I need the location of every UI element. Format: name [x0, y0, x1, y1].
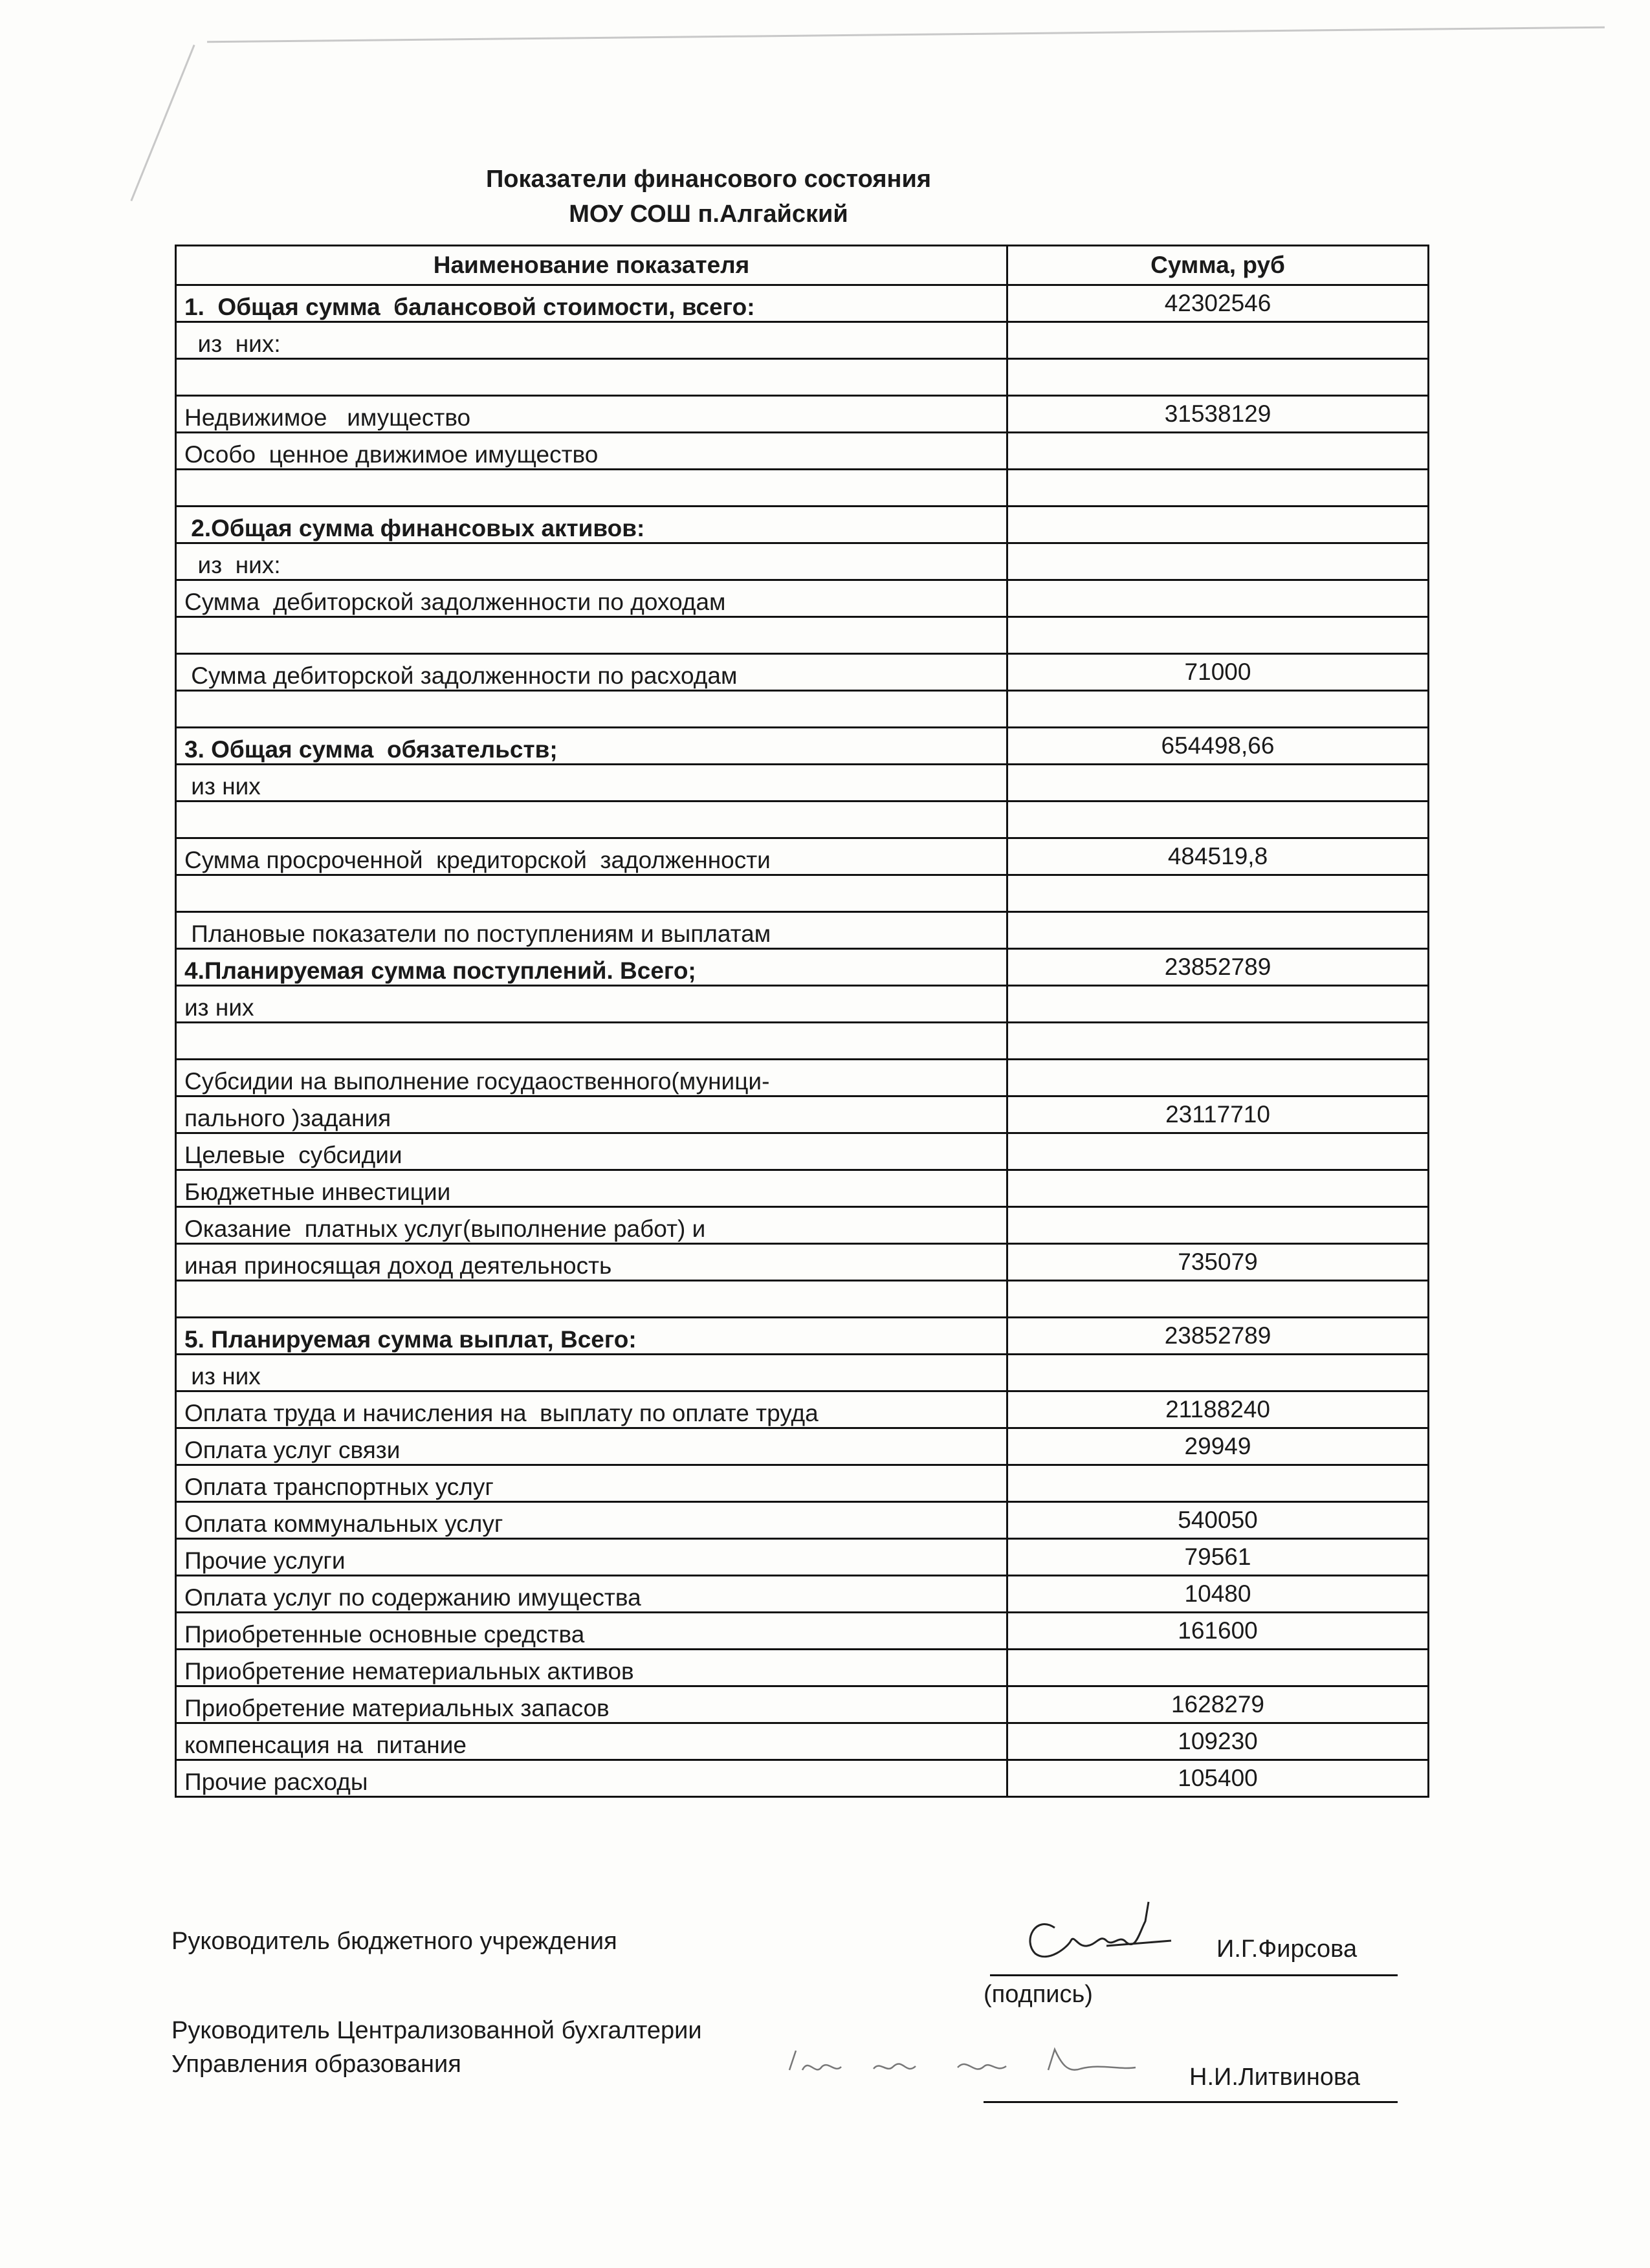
- table-row: [176, 1465, 1429, 1502]
- table-row: [176, 1207, 1429, 1244]
- amount-cell: [1007, 1281, 1429, 1318]
- table-row: [176, 912, 1429, 949]
- table-row: [176, 1170, 1429, 1207]
- head-signature-line: [990, 1974, 1398, 1976]
- financial-indicators-table: [175, 245, 1429, 1798]
- accounting-title-line1: Руководитель Централизованной бухгалтерии: [171, 2017, 702, 2044]
- header-amount: Сумма, руб: [1007, 246, 1429, 285]
- table-row: [176, 765, 1429, 801]
- indicator-name-cell: иная приносящая доход деятельность: [176, 1244, 1007, 1281]
- amount-cell: [1007, 765, 1429, 801]
- amount-cell: [1007, 1650, 1429, 1686]
- indicator-name-cell: [176, 1281, 1007, 1318]
- table-row: [176, 949, 1429, 986]
- table-row: [176, 359, 1429, 396]
- indicator-name-cell: Целевые субсидии: [176, 1133, 1007, 1170]
- table-row: [176, 654, 1429, 691]
- amount-cell: 29949: [1007, 1428, 1429, 1465]
- table-row: [176, 322, 1429, 359]
- indicator-name-cell: Особо ценное движимое имущество: [176, 433, 1007, 470]
- amount-cell: 71000: [1007, 654, 1429, 691]
- indicator-name-cell: [176, 470, 1007, 507]
- table-row: [176, 1686, 1429, 1723]
- header-indicator-name: Наименование показателя: [176, 246, 1007, 285]
- amount-cell: [1007, 691, 1429, 728]
- accounting-signature-scribble: [776, 2038, 1139, 2089]
- table-row: [176, 1244, 1429, 1281]
- amount-cell: [1007, 1023, 1429, 1060]
- amount-cell: 42302546: [1007, 285, 1429, 322]
- indicator-name-cell: Сумма дебиторской задолженности по доходам: [176, 580, 1007, 617]
- table-row: [176, 691, 1429, 728]
- table-row: [176, 396, 1429, 433]
- amount-cell: [1007, 1060, 1429, 1096]
- table-row: [176, 1576, 1429, 1613]
- amount-cell: [1007, 986, 1429, 1023]
- amount-cell: 109230: [1007, 1723, 1429, 1760]
- table-row: [176, 1281, 1429, 1318]
- amount-cell: 23852789: [1007, 949, 1429, 986]
- indicator-name-cell: 1. Общая сумма балансовой стоимости, всего:: [176, 285, 1007, 322]
- amount-cell: [1007, 912, 1429, 949]
- amount-cell: [1007, 1133, 1429, 1170]
- indicator-name-cell: из них: [176, 986, 1007, 1023]
- indicator-name-cell: 4.Планируемая сумма поступлений. Всего;: [176, 949, 1007, 986]
- table-row: [176, 1539, 1429, 1576]
- indicator-name-cell: Сумма дебиторской задолженности по расходам: [176, 654, 1007, 691]
- table-row: [176, 1391, 1429, 1428]
- indicator-name-cell: Оказание платных услуг(выполнение работ) и: [176, 1207, 1007, 1244]
- indicator-name-cell: [176, 1023, 1007, 1060]
- table-row: [176, 801, 1429, 838]
- indicator-name-cell: из них: [176, 765, 1007, 801]
- table-row: [176, 543, 1429, 580]
- amount-cell: [1007, 617, 1429, 654]
- table-row: [176, 1133, 1429, 1170]
- indicator-name-cell: Недвижимое имущество: [176, 396, 1007, 433]
- indicator-name-cell: Оплата услуг по содержанию имущества: [176, 1576, 1007, 1613]
- amount-cell: 23117710: [1007, 1096, 1429, 1133]
- amount-cell: 105400: [1007, 1760, 1429, 1797]
- amount-cell: [1007, 875, 1429, 912]
- table-row: [176, 285, 1429, 322]
- amount-cell: 654498,66: [1007, 728, 1429, 765]
- amount-cell: 161600: [1007, 1613, 1429, 1650]
- indicator-name-cell: [176, 875, 1007, 912]
- indicator-name-cell: Плановые показатели по поступлениям и выплатам: [176, 912, 1007, 949]
- indicator-name-cell: Оплата труда и начисления на выплату по оплате труда: [176, 1391, 1007, 1428]
- amount-cell: 23852789: [1007, 1318, 1429, 1355]
- amount-cell: 21188240: [1007, 1391, 1429, 1428]
- indicator-name-cell: Оплата услуг связи: [176, 1428, 1007, 1465]
- amount-cell: [1007, 1465, 1429, 1502]
- amount-cell: [1007, 359, 1429, 396]
- amount-cell: [1007, 801, 1429, 838]
- amount-cell: [1007, 433, 1429, 470]
- table-row: [176, 1355, 1429, 1391]
- indicator-name-cell: Субсидии на выполнение госудаоственного(муници-: [176, 1060, 1007, 1096]
- indicator-name-cell: [176, 801, 1007, 838]
- indicator-name-cell: [176, 617, 1007, 654]
- head-signature-scribble: [1009, 1895, 1178, 1967]
- indicator-name-cell: из них:: [176, 543, 1007, 580]
- indicator-name-cell: компенсация на питание: [176, 1723, 1007, 1760]
- accounting-name: Н.И.Литвинова: [1189, 2064, 1360, 2091]
- table-row: [176, 986, 1429, 1023]
- head-name: И.Г.Фирсова: [1216, 1935, 1358, 1963]
- amount-cell: 484519,8: [1007, 838, 1429, 875]
- indicator-name-cell: 2.Общая сумма финансовых активов:: [176, 507, 1007, 543]
- amount-cell: [1007, 580, 1429, 617]
- amount-cell: [1007, 543, 1429, 580]
- amount-cell: 735079: [1007, 1244, 1429, 1281]
- amount-cell: 31538129: [1007, 396, 1429, 433]
- table-row: [176, 1060, 1429, 1096]
- table-row: [176, 1760, 1429, 1797]
- indicator-name-cell: из них:: [176, 322, 1007, 359]
- indicator-name-cell: 3. Общая сумма обязательств;: [176, 728, 1007, 765]
- amount-cell: 540050: [1007, 1502, 1429, 1539]
- amount-cell: [1007, 1207, 1429, 1244]
- indicator-name-cell: Приобретение нематериальных активов: [176, 1650, 1007, 1686]
- table-row: [176, 1613, 1429, 1650]
- accounting-title-line2: Управления образования: [171, 2051, 461, 2078]
- indicator-name-cell: Сумма просроченной кредиторской задолженности: [176, 838, 1007, 875]
- amount-cell: [1007, 507, 1429, 543]
- amount-cell: [1007, 1170, 1429, 1207]
- document-subtitle: МОУ СОШ п.Алгайский: [569, 201, 848, 228]
- table-row: [176, 1318, 1429, 1355]
- indicator-name-cell: Оплата коммунальных услуг: [176, 1502, 1007, 1539]
- signature-caption: (подпись): [984, 1981, 1093, 2008]
- indicator-name-cell: Прочие услуги: [176, 1539, 1007, 1576]
- amount-cell: [1007, 1355, 1429, 1391]
- scan-edge-top: [207, 27, 1605, 43]
- table-row: [176, 1428, 1429, 1465]
- indicator-name-cell: пального )задания: [176, 1096, 1007, 1133]
- indicator-name-cell: Прочие расходы: [176, 1760, 1007, 1797]
- amount-cell: [1007, 322, 1429, 359]
- indicator-name-cell: Приобретенные основные средства: [176, 1613, 1007, 1650]
- accounting-signature-line: [984, 2101, 1398, 2103]
- indicator-name-cell: Оплата транспортных услуг: [176, 1465, 1007, 1502]
- indicator-name-cell: 5. Планируемая сумма выплат, Всего:: [176, 1318, 1007, 1355]
- table-row: [176, 728, 1429, 765]
- table-row: [176, 1096, 1429, 1133]
- indicator-name-cell: Приобретение материальных запасов: [176, 1686, 1007, 1723]
- table-row: [176, 617, 1429, 654]
- document-title: Показатели финансового состояния: [485, 166, 932, 193]
- table-row: [176, 1502, 1429, 1539]
- table-header-row: [176, 246, 1429, 285]
- indicator-name-cell: из них: [176, 1355, 1007, 1391]
- indicator-name-cell: [176, 359, 1007, 396]
- head-title: Руководитель бюджетного учреждения: [171, 1928, 617, 1955]
- table-row: [176, 875, 1429, 912]
- table-row: [176, 507, 1429, 543]
- table-row: [176, 1023, 1429, 1060]
- amount-cell: 10480: [1007, 1576, 1429, 1613]
- table-row: [176, 1723, 1429, 1760]
- amount-cell: 79561: [1007, 1539, 1429, 1576]
- table-row: [176, 838, 1429, 875]
- table-row: [176, 1650, 1429, 1686]
- indicator-name-cell: [176, 691, 1007, 728]
- table-row: [176, 470, 1429, 507]
- table-row: [176, 433, 1429, 470]
- amount-cell: [1007, 470, 1429, 507]
- table-row: [176, 580, 1429, 617]
- amount-cell: 1628279: [1007, 1686, 1429, 1723]
- indicator-name-cell: Бюджетные инвестиции: [176, 1170, 1007, 1207]
